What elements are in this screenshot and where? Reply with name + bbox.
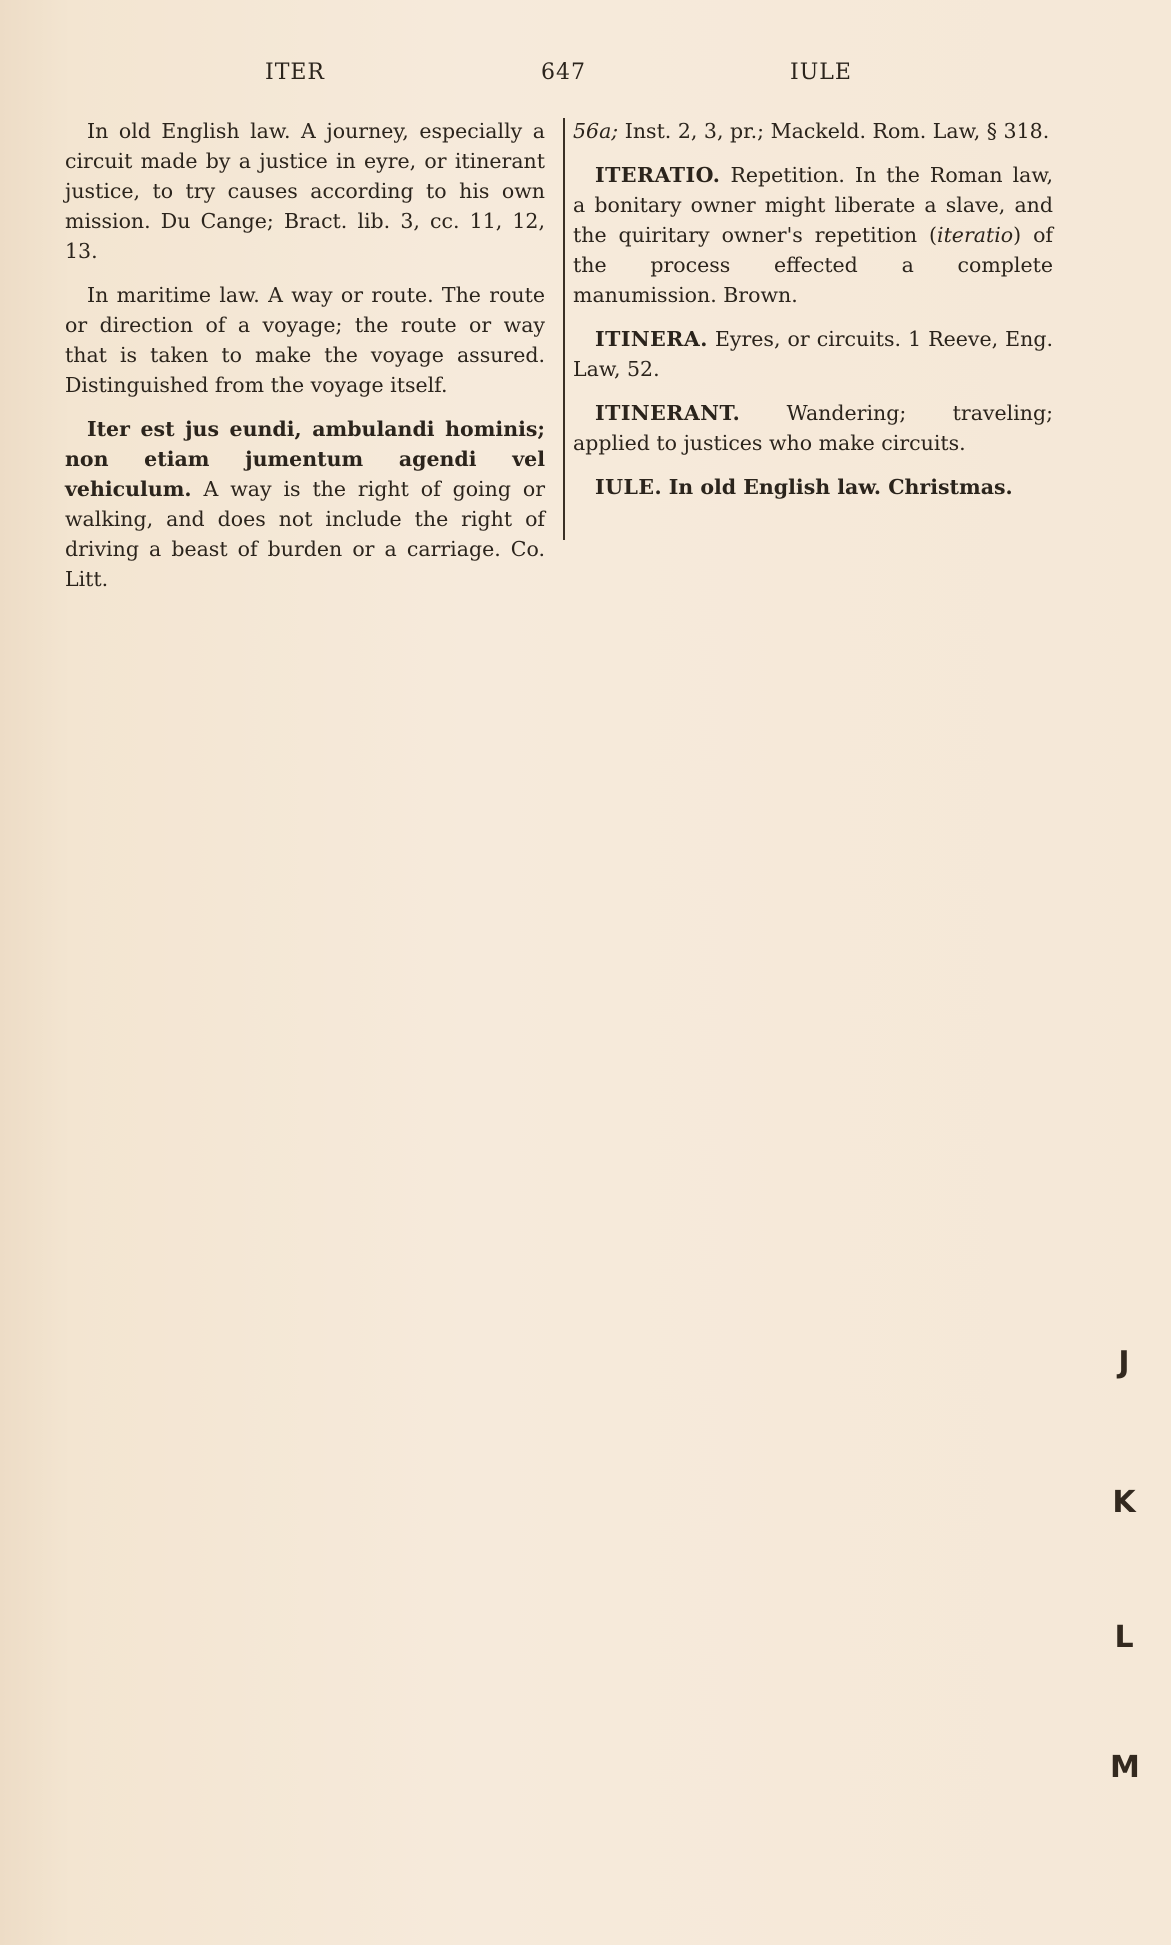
definition-text-end: ) of the process effected a complete manumission. Brown. (573, 223, 1053, 307)
page-number: 647 (541, 60, 586, 85)
definition-text: Eyres, or circuits. 1 Reeve, Eng. Law, 52. (573, 327, 1053, 381)
definition-italic: iteratio (937, 223, 1014, 247)
right-guide-word: IULE (790, 60, 852, 85)
maxim-iter (65, 414, 545, 594)
maxim-translation: A way is the right of going or walking, and does not include the right of driving a beast of burden or a carriage. Co. Litt. (65, 477, 545, 591)
citation-italic: 56a; (573, 119, 619, 143)
entry-iule (573, 472, 1053, 502)
thumb-index-j[interactable]: J (1118, 1345, 1130, 1380)
maxim-citation-continued (573, 116, 1053, 146)
entry-iter-english-law: In old English law. A journey, especially a circuit made by a justice in eyre, or itinerant justice, to try causes according to his own mission. Du Cange; Bract. lib. 3, cc. 11, 12, 13. (65, 119, 545, 263)
citation-text: Inst. 2, 3, pr.; Mackeld. Rom. Law, § 318. (624, 119, 1050, 143)
headword-iteratio: ITERATIO. (595, 163, 721, 187)
left-guide-word: ITER (265, 60, 325, 85)
maxim-latin: Iter est jus eundi, ambulandi hominis; non etiam jumentum agendi vel vehiculum. (65, 417, 545, 501)
right-column (573, 116, 1053, 516)
definition-text: In old English law. Christmas. (668, 475, 1013, 499)
thumb-index-l[interactable]: L (1114, 1620, 1134, 1655)
thumb-index-m[interactable]: M (1110, 1750, 1140, 1785)
left-column (65, 116, 545, 608)
entry-iteratio (573, 160, 1053, 310)
entry-itinera (573, 324, 1053, 384)
thumb-index-k[interactable]: K (1112, 1485, 1136, 1520)
headword-itinera: ITINERA. (595, 327, 708, 351)
headword-itinerant: ITINERANT. (595, 401, 741, 425)
entry-iter-maritime-law: In maritime law. A way or route. The route or direction of a voyage; the route or way that is taken to make the voyage assured. Distinguished from the voyage itself. (65, 283, 545, 397)
entry-itinerant (573, 398, 1053, 458)
column-divider (563, 118, 565, 540)
headword-iule: IULE. (595, 475, 663, 499)
definition-text: Repetition. In the Roman law, a bonitary owner might liberate a slave, and the quiritary owner's repetition ( (573, 163, 1053, 247)
definition-text: Wandering; traveling; applied to justices who make circuits. (573, 401, 1053, 455)
